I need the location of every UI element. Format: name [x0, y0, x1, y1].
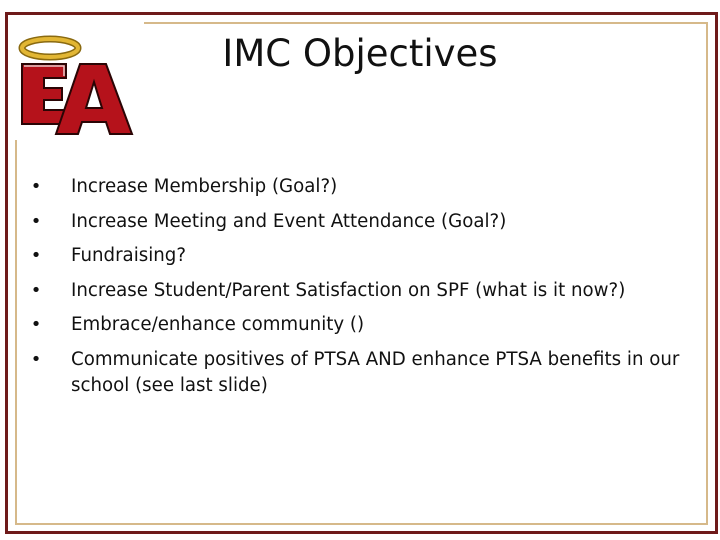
slide-title: IMC Objectives	[222, 32, 498, 75]
list-item	[26, 278, 686, 304]
objectives-list	[26, 174, 686, 407]
bullet-text: Communicate positives of PTSA AND enhance PTSA benefits in our school (see last slide)	[71, 348, 680, 396]
bullet-icon: •	[30, 314, 42, 335]
bullet-text: Increase Student/Parent Satisfaction on SPF (what is it now?)	[71, 279, 626, 301]
bullet-icon: •	[30, 279, 42, 301]
bullet-text: Increase Meeting and Event Attendance (Goal?)	[71, 210, 507, 232]
ea-halo-logo-icon	[14, 30, 136, 138]
list-item	[26, 347, 686, 399]
bullet-icon: •	[30, 348, 42, 370]
bullet-icon: •	[30, 176, 42, 197]
bullet-text: Embrace/enhance community ()	[71, 314, 365, 335]
bullet-text: Fundraising?	[71, 245, 186, 266]
left-rail-outer	[5, 155, 8, 534]
bullet-icon: •	[30, 245, 42, 266]
bullet-icon: •	[30, 210, 42, 232]
list-item	[26, 243, 686, 269]
left-rail-inner	[15, 155, 17, 525]
list-item	[26, 312, 686, 338]
list-item	[26, 174, 686, 200]
list-item	[26, 209, 686, 235]
bullet-text: Increase Membership (Goal?)	[71, 176, 338, 197]
